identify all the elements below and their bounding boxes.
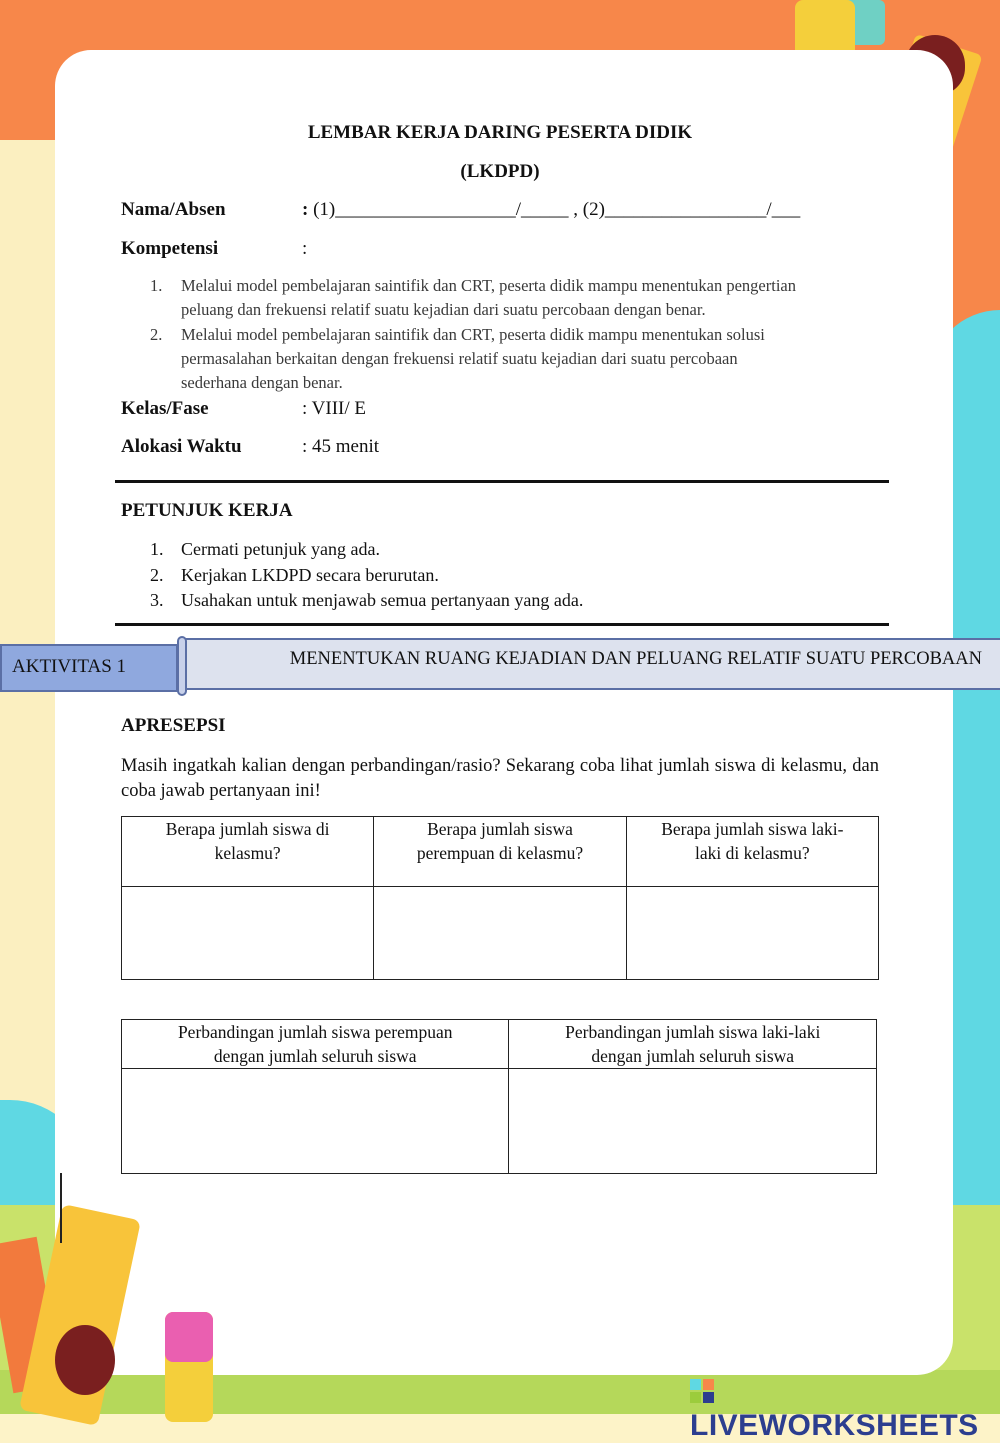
nama-field[interactable]: : (1)___________________/_____ , (2)_________________/___: [302, 199, 801, 220]
nama-label: Nama/Absen: [121, 199, 226, 220]
aktivitas-label: AKTIVITAS 1: [0, 644, 178, 692]
alokasi-value: : 45 menit: [302, 436, 380, 457]
divider: [115, 623, 889, 626]
kompetensi-item: 1. Melalui model pembelajaran saintifik dan CRT, peserta didik mampu menentukan pengertian peluang dan frekuensi relatif suatu kejadian dari suatu percobaan dengan benar.: [150, 276, 796, 319]
liveworksheets-logo: LIVEWORKSHEETS: [690, 1375, 1000, 1443]
kelas-value: : VIII/ E: [302, 398, 367, 419]
table-header-cell: Perbandingan jumlah siswa perempuan dengan jumlah seluruh siswa: [122, 1020, 509, 1069]
margin-line: [60, 1173, 62, 1243]
answer-cell-jumlah-siswa[interactable]: [122, 887, 374, 980]
table-header-cell: Berapa jumlah siswa laki- laki di kelasmu?: [626, 817, 878, 887]
answer-cell-rasio-laki-laki[interactable]: [509, 1069, 877, 1174]
answer-cell-rasio-perempuan[interactable]: [122, 1069, 509, 1174]
eraser-tip-icon: [165, 1312, 213, 1362]
kompetensi-label: Kompetensi: [121, 238, 219, 259]
kelas-label: Kelas/Fase: [121, 398, 209, 419]
page-title: LEMBAR KERJA DARING PESERTA DIDIK: [307, 122, 693, 143]
table-row: [122, 887, 879, 980]
table-header-cell: Berapa jumlah siswa di kelasmu?: [122, 817, 374, 887]
divider: [115, 480, 889, 483]
table-row: [122, 1069, 877, 1174]
perbandingan-table: [121, 1019, 877, 1174]
table-row: [122, 817, 879, 887]
apresepsi-heading: APRESEPSI: [121, 715, 226, 736]
kompetensi-colon: :: [302, 238, 308, 259]
jumlah-siswa-table: [121, 816, 879, 980]
table-header-cell: Perbandingan jumlah siswa laki-laki dengan jumlah seluruh siswa: [509, 1020, 877, 1069]
petunjuk-heading: PETUNJUK KERJA: [121, 500, 293, 521]
answer-cell-jumlah-perempuan[interactable]: [374, 887, 626, 980]
list-item: 3. Usahakan untuk menjawab semua pertanyaan yang ada.: [150, 590, 584, 610]
alokasi-label: Alokasi Waktu: [121, 436, 242, 457]
list-item: 1. Cermati petunjuk yang ada.: [150, 539, 380, 559]
paintbrush-icon: [55, 1325, 115, 1395]
scroll-curl-icon: [177, 636, 187, 696]
answer-cell-jumlah-laki-laki[interactable]: [626, 887, 878, 980]
background-cream-band: [0, 140, 60, 1120]
page-subtitle: (LKDPD): [460, 161, 540, 182]
liveworksheets-logo-icon: [690, 1379, 714, 1403]
table-header-cell: Berapa jumlah siswa perempuan di kelasmu?: [374, 817, 626, 887]
aktivitas-title-banner: MENENTUKAN RUANG KEJADIAN DAN PELUANG RELATIF SUATU PERCOBAAN: [184, 638, 1000, 690]
kompetensi-item: 2. Melalui model pembelajaran saintifik dan CRT, peserta didik mampu menentukan solusi permasalahan berkaitan dengan frekuensi relatif suatu kejadian dari suatu percobaan sederhana dengan benar.: [150, 325, 765, 392]
list-item: 2. Kerjakan LKDPD secara berurutan.: [150, 564, 439, 585]
apresepsi-text: Masih ingatkah kalian dengan perbandingan/rasio? Sekarang coba lihat jumlah siswa di kelasmu, dan coba jawab pertanyaan ini!: [121, 756, 879, 801]
petunjuk-list: [150, 537, 583, 614]
table-row: [122, 1020, 877, 1069]
